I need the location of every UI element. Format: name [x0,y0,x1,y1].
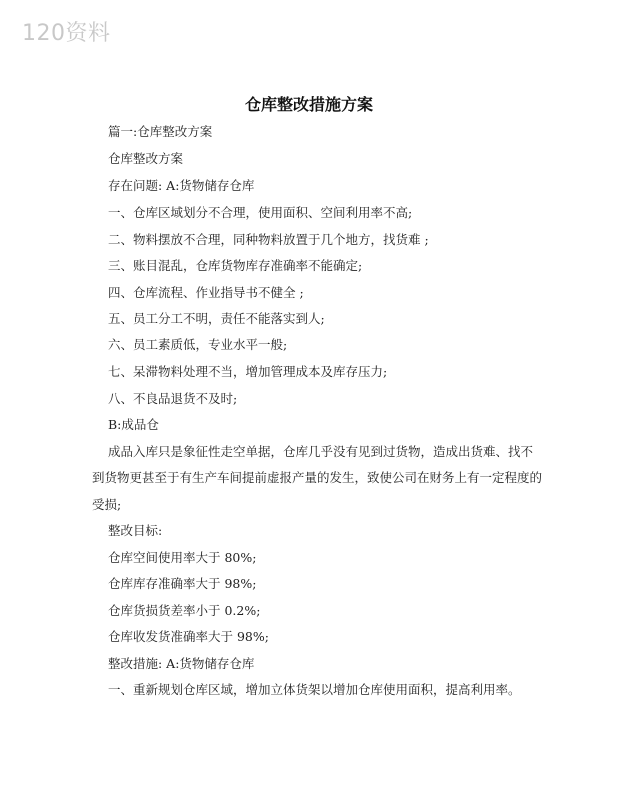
paragraph-line: 受损; [92,497,122,512]
text-line: 六、员工素质低，专业水平一般; [108,337,288,352]
text-line: 存在问题: A:货物储存仓库 [108,178,255,193]
text-line: 五、员工分工不明，责任不能落实到人; [108,311,325,326]
document-title: 仓库整改措施方案 [244,95,373,114]
paragraph-line: 到货物更甚至于有生产车间提前虚报产量的发生，致使公司在财务上有一定程度的 [92,470,543,485]
text-line: 四、仓库流程、作业指导书不健全 ; [108,285,304,300]
text-line: 整改措施: A:货物储存仓库 [108,656,255,671]
paragraph-line: 成品入库只是象征性走空单据，仓库几乎没有见到过货物，造成出货难、找不 [108,444,534,459]
text-line: 一、重新规划仓库区域，增加立体货架以增加仓库使用面积，提高利用率。 [108,682,521,697]
text-line: 仓库收发货准确率大于 98%; [108,629,269,644]
text-line: 篇一:仓库整改方案 [108,124,213,139]
text-line: 仓库空间使用率大于 80%; [108,550,257,565]
text-line: 二、物料摆放不合理，同种物料放置于几个地方，找货难 ; [108,232,429,247]
text-line: 仓库货损货差率小于 0.2%; [108,603,261,618]
text-line: 整改目标: [108,523,163,538]
text-line: 八、不良品退货不及时; [108,391,238,406]
text-line: 三、账目混乱，仓库货物库存准确率不能确定; [108,258,363,273]
watermark: 120资料 [22,21,111,46]
text-line: B:成品仓 [108,417,159,432]
text-line: 七、呆滞物料处理不当，增加管理成本及库存压力; [108,364,388,379]
text-line: 一、仓库区域划分不合理，使用面积、空间利用率不高; [108,205,413,220]
text-line: 仓库库存准确率大于 98%; [108,576,257,591]
text-line: 仓库整改方案 [108,151,184,166]
